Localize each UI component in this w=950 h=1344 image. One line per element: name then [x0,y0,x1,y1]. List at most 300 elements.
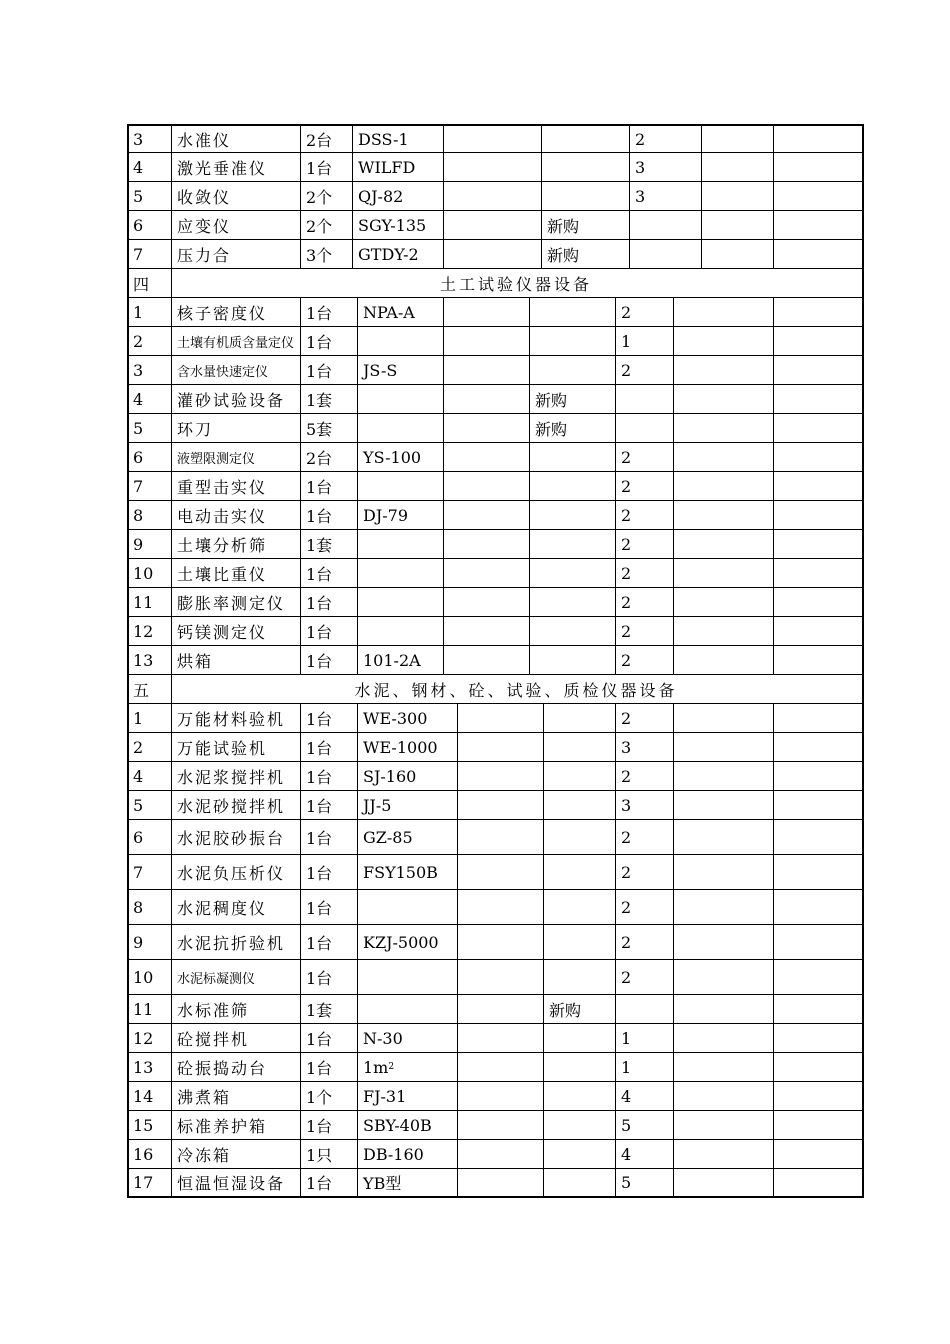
cell-c6: 新购 [543,995,615,1023]
cell-c6 [529,298,615,326]
cell-c6 [543,1111,615,1139]
cell-blank8 [773,443,860,471]
cell-c6 [541,153,629,181]
cell-name: 收敛仪 [171,182,300,210]
cell-blank7 [673,820,773,854]
cell-model: WILFD [352,153,443,181]
cell-qty: 1台 [300,762,357,790]
cell-name: 土壤分析筛 [171,530,300,558]
cell-c7: 2 [615,356,673,384]
cell-qty: 1台 [300,588,357,616]
cell-blank8 [773,356,860,384]
cell-c7: 3 [629,153,701,181]
cell-no: 13 [133,1057,154,1077]
cell-blank7 [701,211,773,239]
cell-no: 5 [133,795,144,815]
cell-no: 10 [133,563,154,583]
cell-name: 激光垂准仪 [171,153,300,181]
cell-c6 [543,704,615,732]
cell-model: FSY150B [357,855,457,889]
cell-model: SGY-135 [352,211,443,239]
block-b [127,298,864,675]
cell-blank8 [773,960,860,994]
table-row [129,298,862,327]
cell-c5 [443,327,529,355]
cell-no: 3 [133,360,144,380]
cell-qty: 1台 [300,925,357,959]
cell-qty: 1台 [300,733,357,761]
cell-c5 [457,960,543,994]
section-number: 五 [133,680,150,700]
cell-c6 [543,733,615,761]
cell-blank7 [673,733,773,761]
cell-c7: 4 [615,1082,673,1110]
section-row [129,675,862,704]
cell-qty: 1台 [300,791,357,819]
cell-c7: 3 [629,182,701,210]
cell-blank7 [673,925,773,959]
cell-c6 [543,1024,615,1052]
cell-c5 [443,559,529,587]
cell-c7: 2 [615,559,673,587]
cell-no: 7 [133,244,144,264]
cell-blank7 [673,443,773,471]
cell-model: 101-2A [357,646,443,674]
cell-c6 [529,356,615,384]
cell-no: 14 [133,1086,154,1106]
cell-c5 [457,1140,543,1168]
cell-c5 [457,995,543,1023]
table-row [129,530,862,559]
cell-c5 [443,126,541,152]
table-row [129,704,862,733]
cell-c5 [443,588,529,616]
cell-blank7 [673,1053,773,1081]
cell-no: 7 [133,476,144,496]
cell-c6 [543,1082,615,1110]
cell-c5 [457,890,543,924]
cell-c7: 2 [615,617,673,645]
cell-no: 12 [133,1028,154,1048]
cell-c7: 3 [615,733,673,761]
cell-c5 [443,646,529,674]
cell-blank8 [773,995,860,1023]
cell-qty: 1台 [300,855,357,889]
cell-c6 [529,443,615,471]
cell-c5 [443,472,529,500]
table-row [129,1024,862,1053]
cell-blank7 [673,617,773,645]
cell-c6: 新购 [541,240,629,268]
cell-c7: 2 [615,820,673,854]
cell-c7 [629,211,701,239]
cell-c7: 2 [615,925,673,959]
cell-c7: 2 [615,890,673,924]
cell-blank8 [773,617,860,645]
cell-name: 电动击实仪 [171,501,300,529]
table-row [129,443,862,472]
cell-qty: 1台 [300,356,357,384]
cell-blank7 [673,1111,773,1139]
cell-name: 标准养护箱 [171,1111,300,1139]
cell-model: SBY-40B [357,1111,457,1139]
cell-c6 [529,588,615,616]
cell-blank8 [773,559,860,587]
cell-no: 17 [133,1173,154,1192]
cell-no: 1 [133,708,144,728]
cell-qty: 1套 [300,530,357,558]
cell-c6 [529,530,615,558]
cell-c5 [457,1053,543,1081]
cell-blank8 [773,240,860,268]
cell-c5 [457,791,543,819]
table-row [129,617,862,646]
cell-blank8 [773,1024,860,1052]
cell-c5 [443,153,541,181]
cell-blank7 [673,960,773,994]
section-5-header [127,675,864,704]
table-row [129,559,862,588]
cell-no: 3 [133,129,144,149]
cell-c7: 2 [615,472,673,500]
cell-qty: 1台 [300,153,352,181]
cell-no: 8 [133,897,144,917]
table-row [129,791,862,820]
cell-blank8 [773,762,860,790]
cell-no: 16 [133,1144,154,1164]
cell-c7 [615,385,673,413]
cell-c7: 2 [615,762,673,790]
cell-blank7 [673,298,773,326]
cell-name: 水泥稠度仪 [171,890,300,924]
cell-model: QJ-82 [352,182,443,210]
cell-model: JJ-5 [357,791,457,819]
cell-c7: 2 [615,646,673,674]
cell-c6: 新购 [529,414,615,442]
cell-no: 4 [133,157,144,177]
cell-model [357,414,443,442]
cell-model: DJ-79 [357,501,443,529]
cell-name: 恒温恒湿设备 [171,1169,300,1196]
cell-c5 [457,820,543,854]
cell-c6: 新购 [529,385,615,413]
cell-model: GTDY-2 [352,240,443,268]
cell-qty: 1台 [300,646,357,674]
cell-qty: 1台 [300,1024,357,1052]
cell-no: 5 [133,186,144,206]
cell-name: 液塑限测定仪 [171,443,300,471]
cell-no: 9 [133,534,144,554]
cell-qty: 5套 [300,414,357,442]
cell-c7 [615,995,673,1023]
section-4-header [127,269,864,298]
cell-name: 水泥浆搅拌机 [171,762,300,790]
cell-blank7 [673,588,773,616]
cell-name: 灌砂试验设备 [171,385,300,413]
cell-blank8 [773,327,860,355]
cell-blank8 [773,1053,860,1081]
cell-blank7 [673,646,773,674]
cell-qty: 1台 [300,298,357,326]
cell-c5 [457,1111,543,1139]
cell-model: YS-100 [357,443,443,471]
cell-name: 水泥标凝测仪 [171,960,300,994]
cell-c6 [543,1140,615,1168]
section-number: 四 [133,274,150,294]
table-row [129,646,862,675]
cell-qty: 1台 [300,1111,357,1139]
cell-blank8 [773,791,860,819]
cell-qty: 1个 [300,1082,357,1110]
table-row [129,385,862,414]
cell-name: 砼振捣动台 [171,1053,300,1081]
cell-qty: 1台 [300,890,357,924]
cell-qty: 1台 [300,501,357,529]
table-row [129,1111,862,1140]
cell-c5 [457,1082,543,1110]
cell-blank7 [673,1082,773,1110]
superscript: 2 [388,1062,395,1072]
cell-name: 土壤有机质含量定仪 [171,327,300,355]
cell-name: 水泥砂搅拌机 [171,791,300,819]
cell-c5 [457,1024,543,1052]
block-a [127,124,864,269]
cell-name: 含水量快速定仪 [171,356,300,384]
cell-model: 1m 2 [357,1053,457,1081]
table-row [129,588,862,617]
cell-qty: 1台 [300,472,357,500]
cell-model: WE-300 [357,704,457,732]
cell-qty: 1台 [300,327,357,355]
cell-model: DB-160 [357,1140,457,1168]
cell-c6 [543,1053,615,1081]
cell-no: 2 [133,331,144,351]
section-title: 水泥、钢材、砼、试验、质检仪器设备 [171,675,860,703]
cell-no: 11 [133,592,154,612]
cell-c5 [443,298,529,326]
cell-c6 [529,501,615,529]
cell-qty: 2个 [300,182,352,210]
cell-name: 重型击实仪 [171,472,300,500]
cell-name: 万能材料验机 [171,704,300,732]
cell-blank8 [773,385,860,413]
cell-model: WE-1000 [357,733,457,761]
cell-c7: 2 [629,126,701,152]
cell-no: 9 [133,932,144,952]
cell-c6 [529,327,615,355]
cell-c5 [443,182,541,210]
cell-blank8 [773,211,860,239]
cell-c6: 新购 [541,211,629,239]
cell-qty: 3个 [300,240,352,268]
cell-blank8 [773,182,860,210]
table-row [129,327,862,356]
cell-c6 [543,960,615,994]
cell-model [357,960,457,994]
cell-blank8 [773,855,860,889]
cell-blank8 [773,733,860,761]
cell-blank8 [773,925,860,959]
cell-model: SJ-160 [357,762,457,790]
cell-c6 [529,472,615,500]
cell-c7: 2 [615,704,673,732]
cell-model: NPA-A [357,298,443,326]
cell-blank7 [673,791,773,819]
cell-name: 万能试验机 [171,733,300,761]
cell-no: 10 [133,967,154,987]
cell-name: 核子密度仪 [171,298,300,326]
cell-model: N-30 [357,1024,457,1052]
cell-qty: 1台 [300,1169,357,1196]
table-row [129,1053,862,1082]
cell-no: 6 [133,215,144,235]
cell-c5 [443,443,529,471]
cell-blank8 [773,298,860,326]
cell-no: 1 [133,302,144,322]
cell-name: 土壤比重仪 [171,559,300,587]
cell-c7: 1 [615,327,673,355]
table-row [129,240,862,269]
cell-qty: 1只 [300,1140,357,1168]
cell-c6 [529,559,615,587]
cell-c5 [457,925,543,959]
table-row [129,890,862,925]
cell-c5 [443,530,529,558]
cell-blank7 [701,182,773,210]
cell-name: 烘箱 [171,646,300,674]
cell-qty: 1台 [300,820,357,854]
cell-blank7 [701,126,773,152]
cell-no: 2 [133,737,144,757]
table-row [129,960,862,995]
table-row [129,501,862,530]
cell-qty: 1台 [300,960,357,994]
cell-no: 5 [133,418,144,438]
cell-c6 [543,820,615,854]
cell-blank7 [673,1024,773,1052]
cell-c6 [541,126,629,152]
cell-model: JS-S [357,356,443,384]
cell-c6 [541,182,629,210]
cell-model [357,588,443,616]
cell-c6 [529,617,615,645]
cell-c6 [543,890,615,924]
table-row [129,153,862,182]
cell-blank8 [773,1169,860,1196]
cell-model [357,472,443,500]
cell-name: 水泥胶砂振台 [171,820,300,854]
cell-blank7 [673,501,773,529]
cell-model [357,530,443,558]
cell-c6 [543,791,615,819]
cell-no: 12 [133,621,154,641]
cell-name: 水准仪 [171,126,300,152]
table-row [129,472,862,501]
cell-qty: 1台 [300,617,357,645]
cell-name: 水泥负压析仪 [171,855,300,889]
cell-name: 沸煮箱 [171,1082,300,1110]
cell-qty: 1套 [300,995,357,1023]
cell-qty: 1台 [300,704,357,732]
cell-name: 压力合 [171,240,300,268]
cell-name: 应变仪 [171,211,300,239]
cell-blank7 [673,890,773,924]
cell-qty: 2个 [300,211,352,239]
cell-name: 水标准筛 [171,995,300,1023]
cell-c5 [443,414,529,442]
cell-name: 冷冻箱 [171,1140,300,1168]
table-row [129,733,862,762]
cell-c5 [457,762,543,790]
cell-blank8 [773,414,860,442]
table-row [129,414,862,443]
cell-c5 [457,733,543,761]
cell-c7: 4 [615,1140,673,1168]
cell-no: 6 [133,827,144,847]
cell-no: 15 [133,1115,154,1135]
cell-blank8 [773,501,860,529]
cell-model [357,995,457,1023]
cell-c5 [443,501,529,529]
table-row [129,855,862,890]
cell-blank7 [673,472,773,500]
cell-blank7 [673,1169,773,1196]
cell-c7 [629,240,701,268]
cell-c7 [615,414,673,442]
table-row [129,1140,862,1169]
cell-c5 [457,1169,543,1196]
cell-name: 环刀 [171,414,300,442]
cell-c7: 3 [615,791,673,819]
cell-c6 [543,1169,615,1196]
table-row [129,762,862,791]
section-title: 土工试验仪器设备 [171,269,860,297]
cell-blank8 [773,472,860,500]
cell-name: 钙镁测定仪 [171,617,300,645]
cell-no: 4 [133,389,144,409]
cell-model [357,890,457,924]
cell-blank8 [773,704,860,732]
table-row [129,925,862,960]
table-row [129,356,862,385]
cell-c7: 2 [615,530,673,558]
cell-blank7 [673,855,773,889]
cell-blank7 [673,559,773,587]
cell-c7: 2 [615,298,673,326]
cell-c5 [443,211,541,239]
cell-blank7 [673,762,773,790]
table-row [129,995,862,1024]
equipment-table [127,124,860,1198]
cell-blank8 [773,890,860,924]
cell-model [357,327,443,355]
block-c [127,704,864,1198]
cell-qty: 1台 [300,1053,357,1081]
cell-c5 [443,617,529,645]
cell-c7: 2 [615,588,673,616]
cell-qty: 1套 [300,385,357,413]
cell-model [357,385,443,413]
cell-c7: 2 [615,855,673,889]
cell-blank7 [673,530,773,558]
cell-no: 13 [133,650,154,670]
table-row [129,820,862,855]
cell-blank7 [701,153,773,181]
table-row [129,124,862,153]
cell-model: KZJ-5000 [357,925,457,959]
cell-blank7 [673,414,773,442]
cell-blank8 [773,153,860,181]
